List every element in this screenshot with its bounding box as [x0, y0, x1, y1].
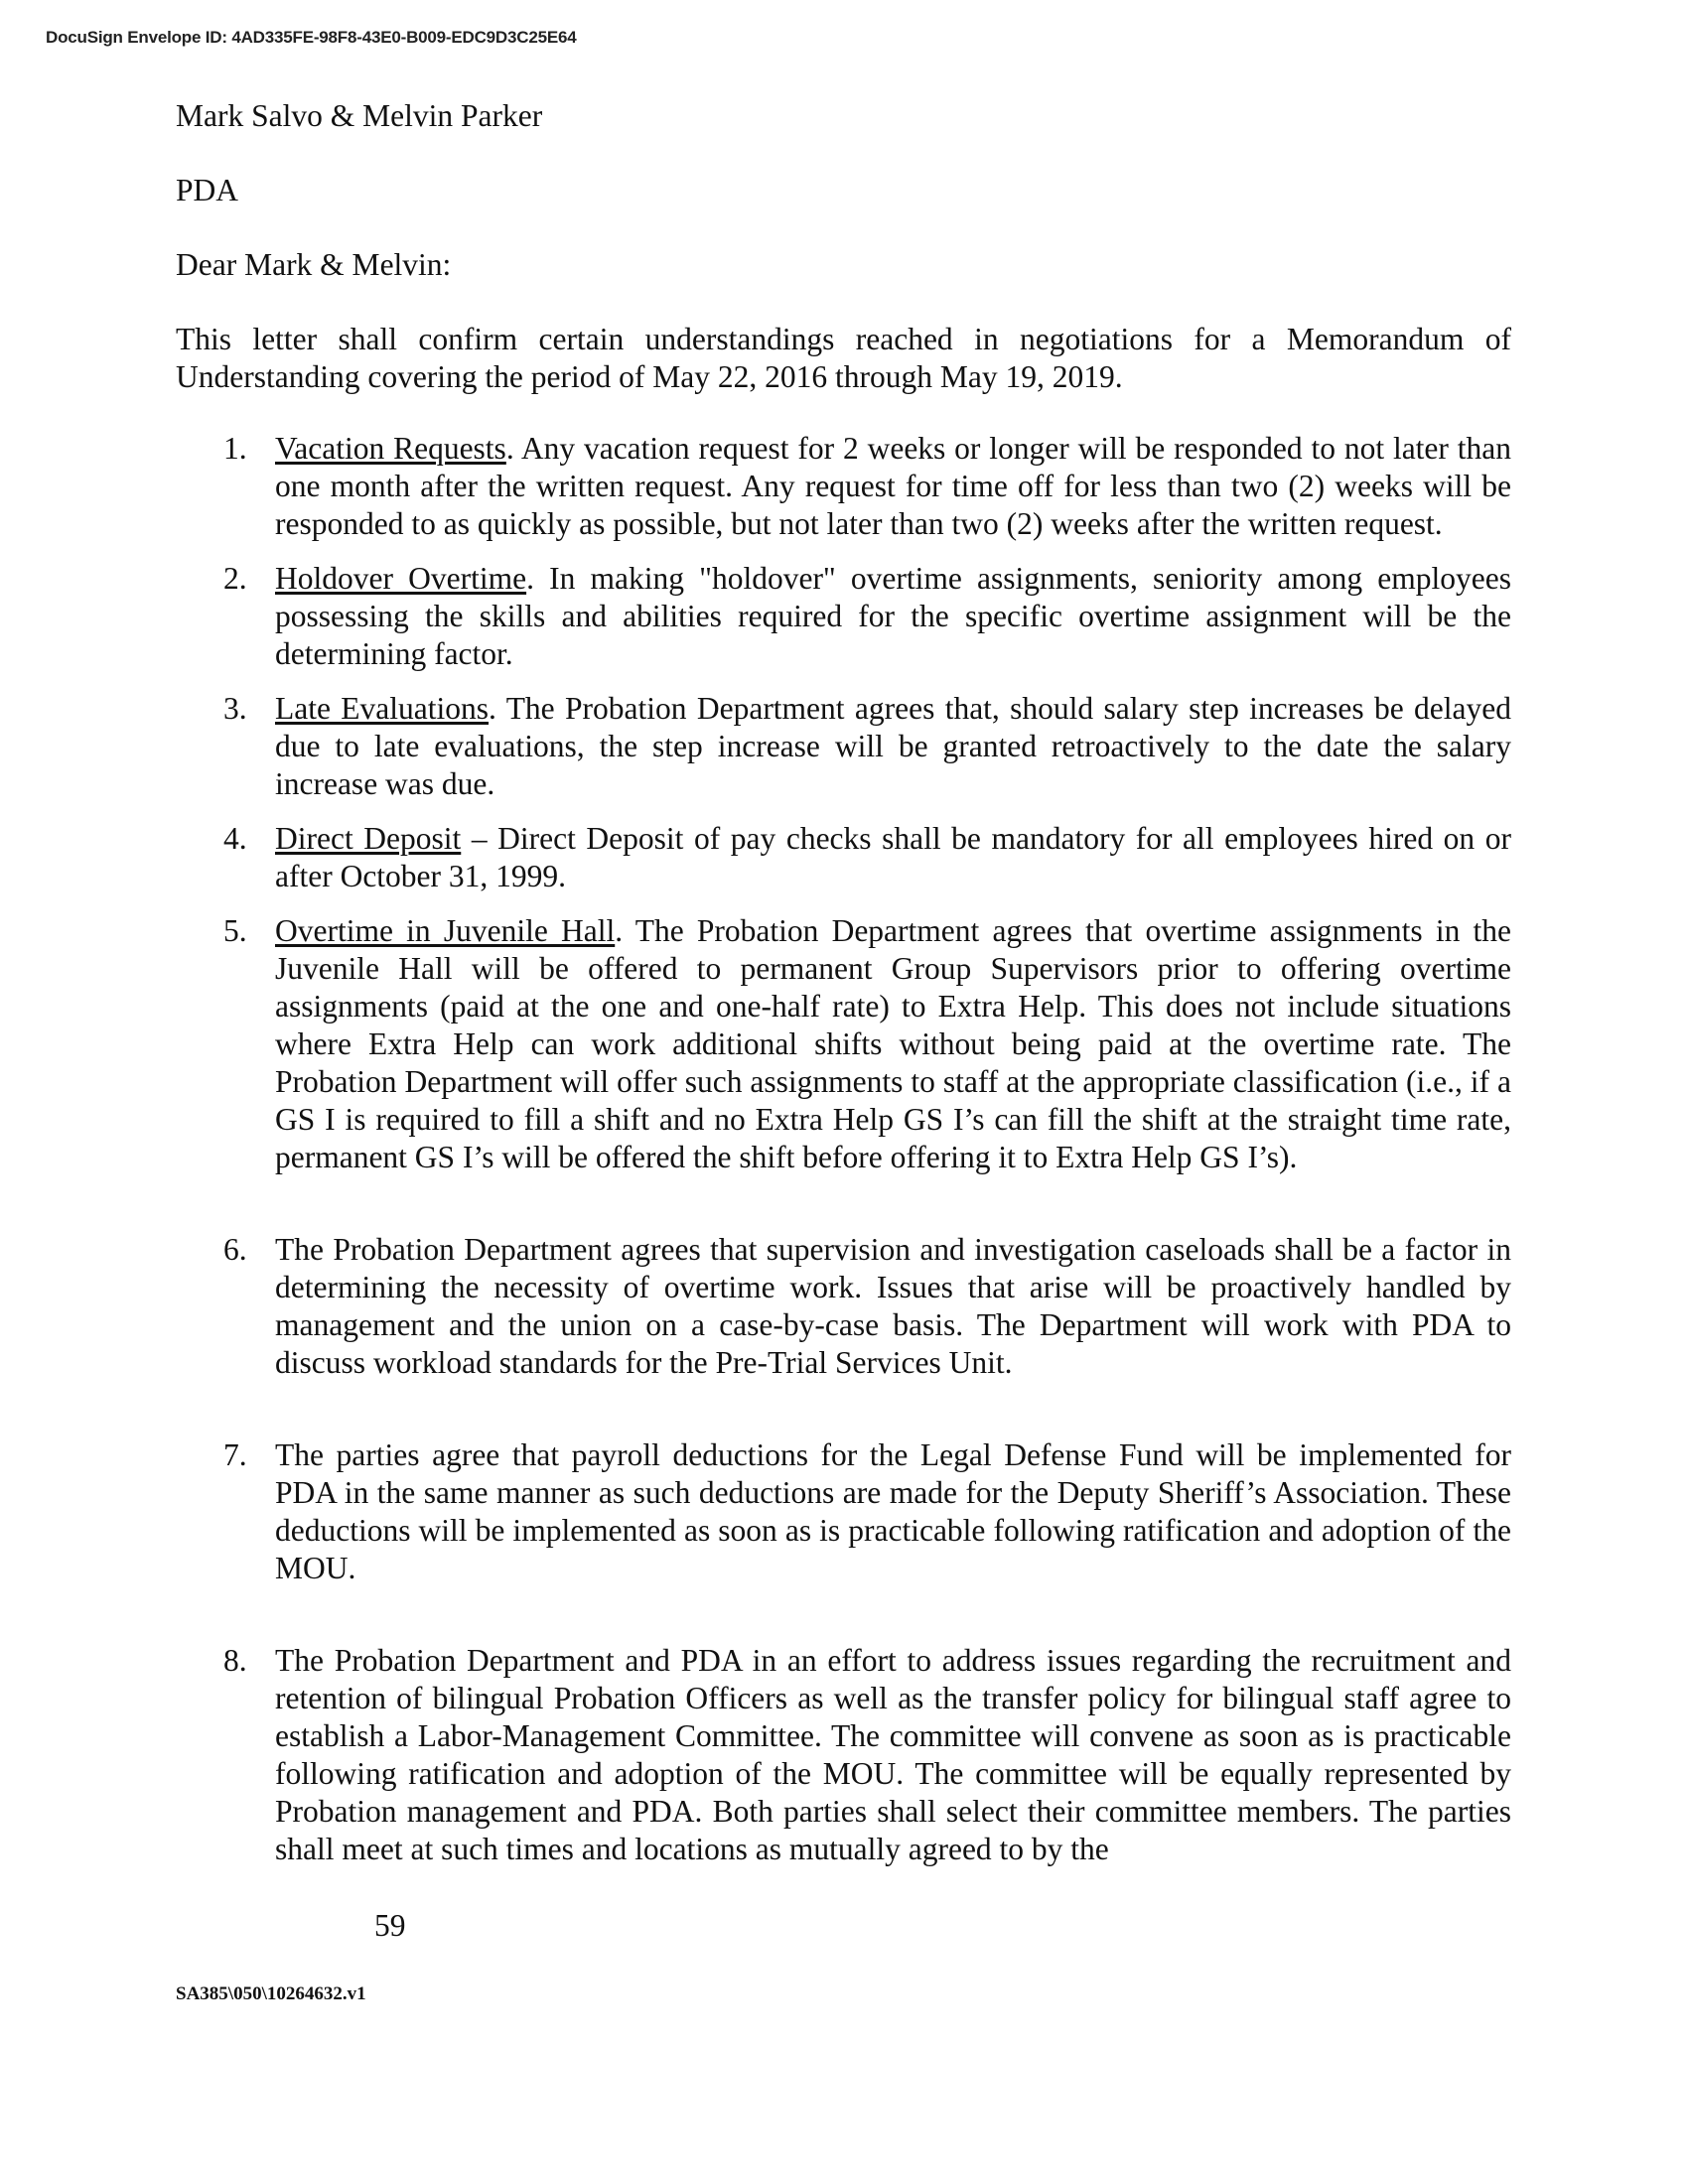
- item-number: 3.: [223, 691, 247, 726]
- item-text: . The Probation Department agrees that overtime assignments in the Juvenile Hall will be offered to permanent Group Supervisors prior to offering overtime assignments (paid at the one and one-half rate) to Extra Help. This does not include situations where Extra Help can work additional shifts without being paid at the overtime rate. The Probation Department will offer such assignments to staff at the appropriate classification (i.e., if a GS I is required to fill a shift and no Extra Help GS I’s can fill the shift at the straight time rate, permanent GS I’s will be offered the shift before offering it to Extra Help GS I’s).: [275, 913, 1511, 1174]
- item-text: The Probation Department agrees that supervision and investigation caseloads shall be a factor in determining the necessity of overtime work. Issues that arise will be proactively handled by management and the union on a case-by-case basis. The Department will work with PDA to discuss workload standards for the Pre-Trial Services Unit.: [275, 1232, 1511, 1380]
- intro-paragraph: This letter shall confirm certain understandings reached in negotiations for a Memorandum of Understanding covering the period of May 22, 2016 through May 19, 2019.: [176, 322, 1511, 394]
- item-number: 6.: [223, 1232, 247, 1267]
- item-number: 5.: [223, 913, 247, 948]
- addressee-organization: PDA: [176, 173, 239, 207]
- item-heading: Holdover Overtime: [275, 561, 527, 596]
- page-number: 59: [374, 1908, 406, 1943]
- item-text: . The Probation Department agrees that, should salary step increases be delayed due to late evaluations, the step increase will be granted retroactively to the date the salary increase was due.: [275, 691, 1511, 801]
- addressee-name: Mark Salvo & Melvin Parker: [176, 98, 543, 133]
- item-heading: Direct Deposit: [275, 821, 462, 856]
- item-heading: Overtime in Juvenile Hall: [275, 913, 616, 948]
- item-text: . Any vacation request for 2 weeks or longer will be responded to not later than one month after the written request. Any request for time off for less than two (2) weeks will be responded to as quickly as possible, but not later than two (2) weeks after the written request.: [275, 431, 1512, 541]
- item-text: . In making "holdover" overtime assignments, seniority among employees possessing the skills and abilities required for the specific overtime assignment will be the determining factor.: [275, 561, 1511, 671]
- list-item: [176, 1642, 1511, 1868]
- list-item: [176, 560, 1511, 673]
- item-number: 4.: [223, 821, 247, 856]
- letter-body: [176, 97, 1511, 1868]
- item-number: 7.: [223, 1437, 247, 1472]
- list-item: [176, 1231, 1511, 1382]
- item-text: The Probation Department and PDA in an effort to address issues regarding the recruitment and retention of bilingual Probation Officers as well as the transfer policy for bilingual staff agree to establish a Labor-Management Committee. The committee will convene as soon as is practicable following ratification and adoption of the MOU. The committee will be equally represented by Probation management and PDA. Both parties shall select their committee members. The parties shall meet at such times and locations as mutually agreed to by the: [275, 1643, 1511, 1866]
- item-heading: Vacation Requests: [275, 431, 506, 466]
- item-text: – Direct Deposit of pay checks shall be mandatory for all employees hired on or after October 31, 1999.: [275, 821, 1511, 893]
- document-reference: SA385\050\10264632.v1: [176, 1983, 366, 2004]
- understandings-list: [176, 430, 1511, 1868]
- list-item: [176, 820, 1511, 895]
- item-heading: Late Evaluations: [275, 691, 490, 726]
- list-item: [176, 430, 1511, 543]
- list-item: [176, 690, 1511, 803]
- item-number: 8.: [223, 1643, 247, 1678]
- item-number: 1.: [223, 431, 247, 466]
- item-number: 2.: [223, 561, 247, 596]
- docusign-envelope-id: DocuSign Envelope ID: 4AD335FE-98F8-43E0-B009-EDC9D3C25E64: [46, 28, 577, 47]
- list-item: [176, 1436, 1511, 1587]
- salutation: Dear Mark & Melvin:: [176, 247, 452, 282]
- list-item: [176, 912, 1511, 1176]
- item-text: The parties agree that payroll deductions for the Legal Defense Fund will be implemented for PDA in the same manner as such deductions are made for the Deputy Sheriff’s Association. These deductions will be implemented as soon as is practicable following ratification and adoption of the MOU.: [275, 1437, 1511, 1585]
